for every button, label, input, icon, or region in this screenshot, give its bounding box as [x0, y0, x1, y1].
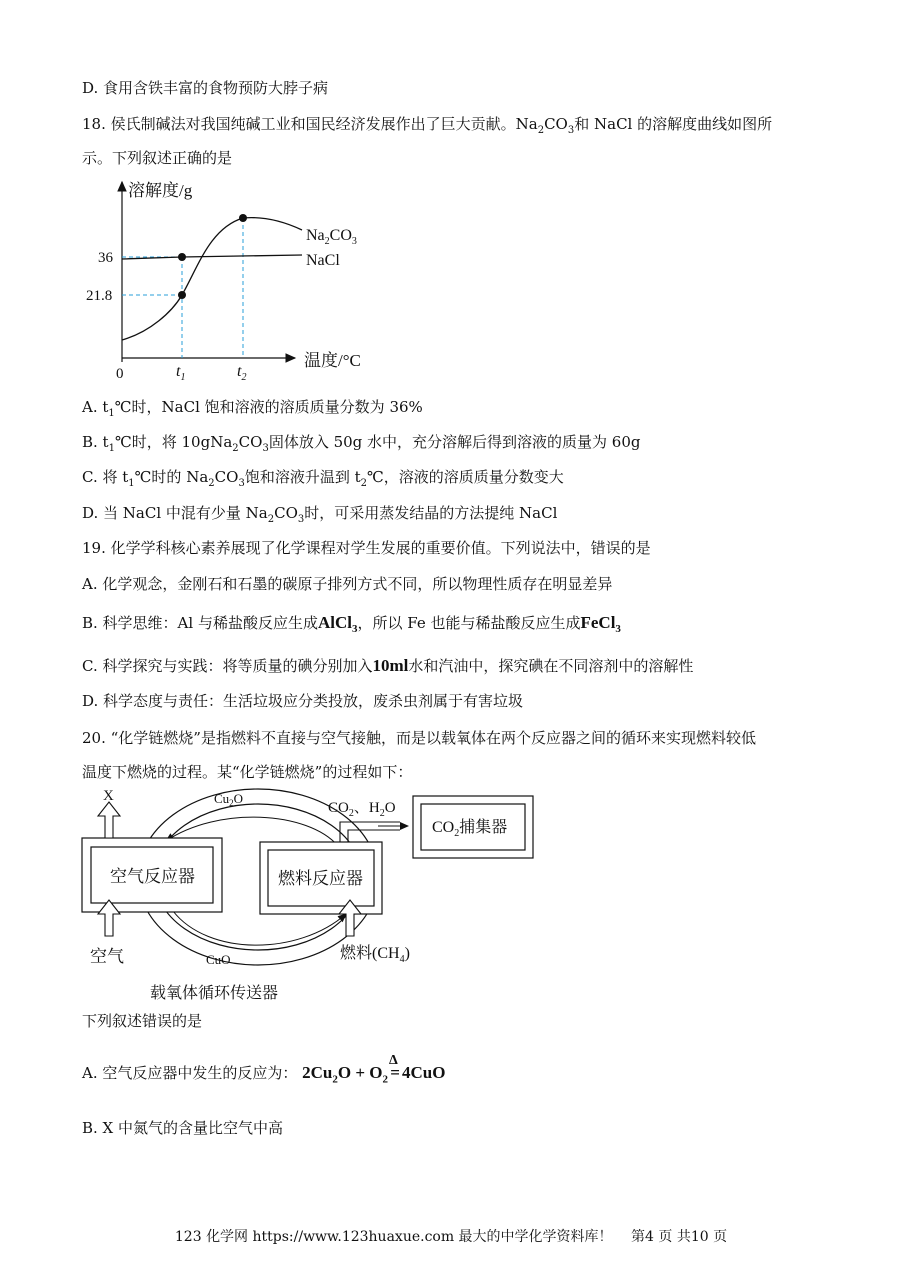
- point-t2-na2co3: [239, 214, 247, 222]
- q19-option-a: A. 化学观念，金刚石和石墨的碳原子排列方式不同，所以物理性质存在明显差异: [82, 575, 613, 593]
- series-na2co3: [122, 218, 302, 340]
- co2-pipe: [340, 822, 400, 842]
- q19-option-c: C. 科学探究与实践：将等质量的碘分别加入10ml水和汽油中，探究碘在不同溶剂中的溶解性: [82, 656, 694, 675]
- co2-h2o-label: $CO_2$、$H_2O$: [328, 800, 396, 819]
- y-axis-label: 溶解度/g: [128, 181, 193, 200]
- q20-stem-line2: 温度下燃烧的过程。某“化学链燃烧”的过程如下：: [82, 763, 413, 781]
- q18-stem-line2: 示。下列叙述正确的是: [82, 149, 233, 167]
- air-label: 空气: [90, 947, 124, 966]
- x-outlet-arrow: [98, 802, 120, 838]
- q20-option-a: A. 空气反应器中发生的反应为： $2Cu_2O + O_2$ Δ = 4CuO: [82, 1062, 446, 1090]
- q18-option-d: D. 当 NaCl 中混有少量 $Na_2CO_3$时，可采用蒸发结晶的方法提纯 NaCl: [82, 504, 558, 525]
- legend-na2co3: $Na_2CO_3$: [306, 227, 357, 247]
- series-nacl: [122, 255, 302, 259]
- point-t1-na2co3: [178, 291, 186, 299]
- q20-option-b: B. X 中氮气的含量比空气中高: [82, 1119, 284, 1137]
- q18-option-b: B. $t_1℃$时，将 $10gNa_2CO_3$固体放入 50g 水中，充分溶解后得到溶液的质量为 60g: [82, 433, 641, 454]
- air-reactor-label: 空气反应器: [110, 867, 195, 886]
- cuo-label: CuO: [206, 952, 231, 967]
- y-tick-21-8: 21.8: [86, 288, 113, 304]
- heat-symbol: Δ: [389, 1053, 398, 1068]
- q17-option-d: D. 食用含铁丰富的食物预防大脖子病: [82, 79, 329, 97]
- page-footer: 123 化学网 https://www.123huaxue.com 最大的中学化学资料库！ 第4 页 共10 页: [174, 1229, 728, 1245]
- fuel-reactor-label: 燃料反应器: [278, 869, 363, 888]
- x-tick-t2: $t_2$: [237, 363, 247, 383]
- chemical-looping-diagram: [78, 786, 543, 1008]
- cu2o-label: $Cu_2O$: [214, 791, 244, 808]
- q18-stem-line1: 18. 侯氏制碱法对我国纯碱工业和国民经济发展作出了巨大贡献。$Na_2CO_3$和 NaCl 的溶解度曲线如图所: [82, 115, 773, 136]
- fuel-label: 燃料$(CH_4)$: [340, 945, 410, 965]
- x-tick-t1: $t_1$: [176, 363, 186, 383]
- origin-label: 0: [116, 366, 124, 382]
- x-label: X: [103, 788, 114, 804]
- legend-nacl: NaCl: [306, 252, 340, 269]
- q18-option-c: C. 将 $t_1℃$时的 $Na_2CO_3$饱和溶液升温到 $t_2℃$，溶液的溶质质量分数变大: [82, 468, 564, 489]
- carrier-label: 载氧体循环传送器: [150, 985, 279, 1002]
- x-axis-label: 温度/°C: [304, 351, 361, 370]
- solubility-chart: [80, 172, 400, 387]
- q19-stem: 19. 化学学科核心素养展现了化学课程对学生发展的重要价值。下列说法中，错误的是: [82, 539, 651, 557]
- point-t1-nacl: [178, 253, 186, 261]
- collector-label: $CO_2$捕集器: [432, 819, 508, 839]
- y-tick-36: 36: [98, 250, 113, 266]
- q20-question: 下列叙述错误的是: [82, 1012, 203, 1030]
- q18-option-a: A. $t_1℃$时，NaCl 饱和溶液的溶质质量分数为 36%: [82, 398, 423, 419]
- q19-option-d: D. 科学态度与责任：生活垃圾应分类投放，废杀虫剂属于有害垃圾: [82, 692, 524, 710]
- q20-stem-line1: 20. “化学链燃烧”是指燃料不直接与空气接触，而是以载氧体在两个反应器之间的循环来实现燃料较低: [82, 729, 756, 747]
- q19-option-b: B. 科学思维：Al 与稀盐酸反应生成AlCl$_3$，所以 Fe 也能与稀盐酸反应生成FeCl$_3$: [82, 613, 621, 635]
